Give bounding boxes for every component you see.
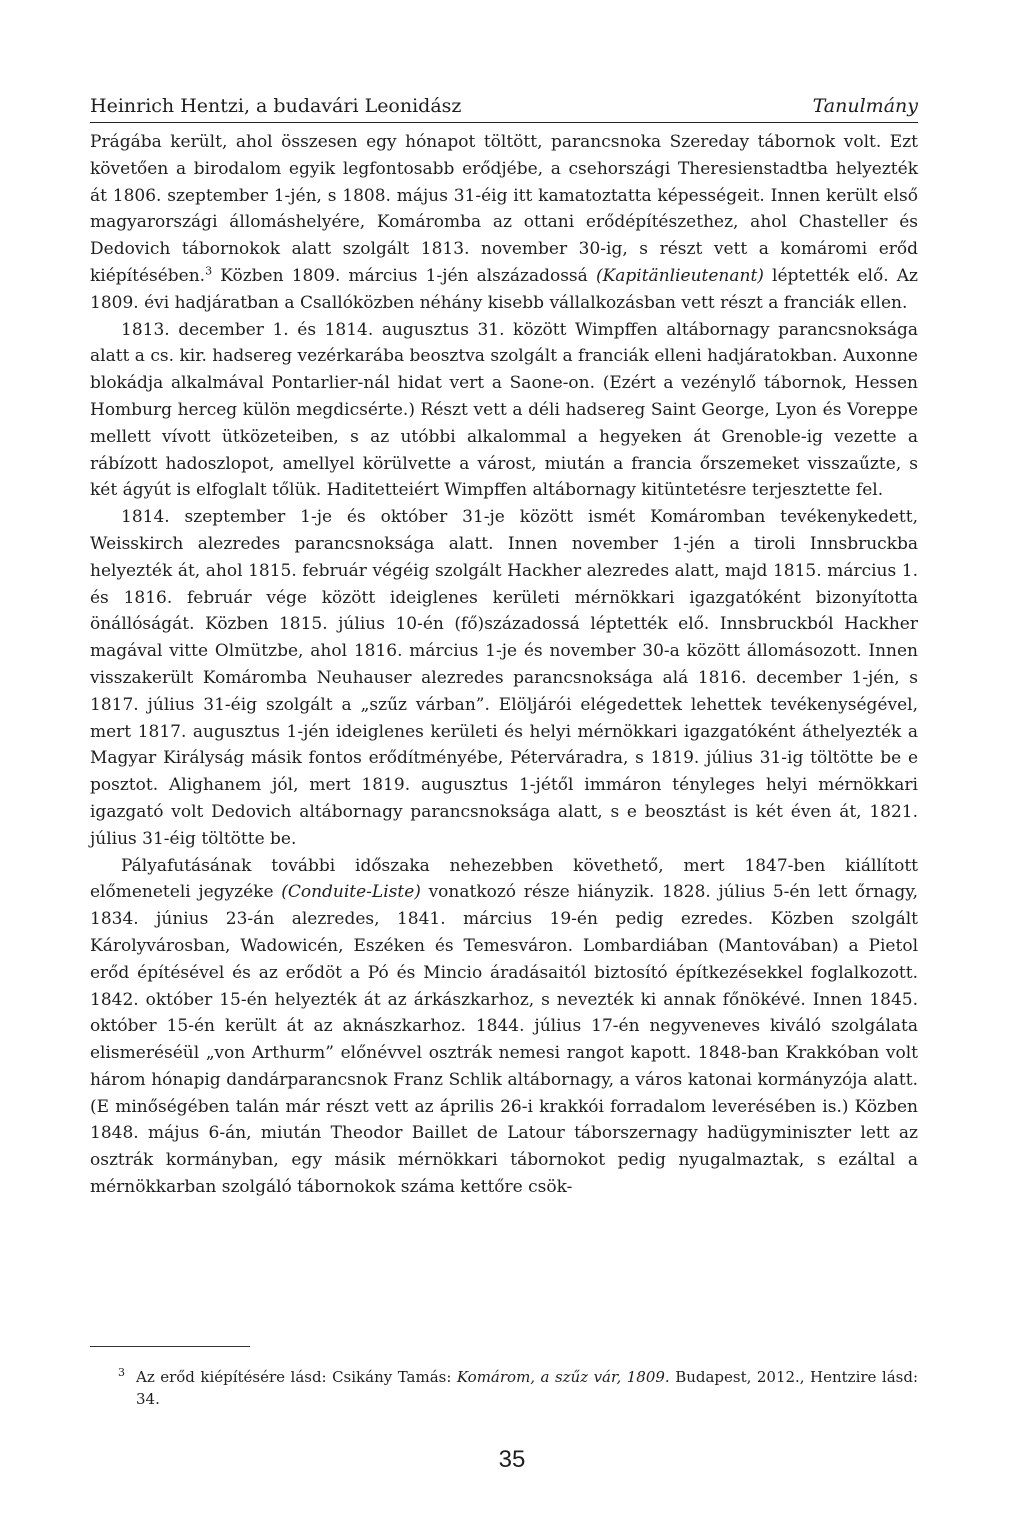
footnote-text — [136, 1366, 918, 1410]
paragraph-4 — [90, 853, 918, 1201]
paragraph-1-text-b: Közben 1809. március 1-jén alszázadossá — [212, 265, 596, 286]
footnote-text-b: Budapest, 2012., Hentzire lásd: 34. — [136, 1368, 918, 1408]
paragraph-4-text-a: Pályafutásának további időszaka nehezebben követhető, mert 1847-ben kiállított előmeneteli jegyzéke — [90, 855, 918, 903]
footnote-text-a: Az erőd kiépítésére lásd: Csikány Tamás: — [136, 1368, 457, 1386]
paragraph-1-text-a: Prágába került, ahol összesen egy hónapot töltött, parancsnoka Szereday tábornok volt. Ezt követően a birodalom egyik legfontosabb erődjébe, a csehországi Theresienstadtba helyezték át 1806. szeptember 1-jén, s 1808. május 31-éig itt kamatoztatta képességeit. Innen került első magyarországi állomáshelyére, Komáromba az ottani erődépítészethez, ahol Chasteller és Dedovich tábornokok alatt szolgált 1813. november 30-ig, s részt vett a komáromi erőd kiépítésében. — [90, 132, 918, 286]
header-article-title: Heinrich Hentzi, a budavári Leonidász — [90, 95, 462, 117]
footnote-italic: Komárom, a szűz vár, 1809. — [456, 1368, 670, 1386]
footnote-number: 3 — [118, 1366, 125, 1379]
paragraph-3: 1814. szeptember 1-je és október 31-je között ismét Komáromban tevékenykedett, Weisskirch alezredes parancsnoksága alatt. Innen november 1-jén a tiroli Innsbruckba helyezték át, ahol 1815. február végéig szolgált Hackher alezredes alatt, majd 1815. március 1. és 1816. február vége között ideiglenes kerületi mérnökkari igazgatóként bizonyította önállóságát. Közben 1815. július 10-én (fő)századossá léptették elő. Innsbruckból Hackher magával vitte Olmützbe, ahol 1816. március 1-je és november 30-a között állomásozott. Innen visszakerült Komáromba Neuhauser alezredes parancsnoksága alá 1816. december 1-jén, s 1817. július 31-éig szolgált a „szűz várban”. Elöljárói elégedettek lehettek tevékenységével, mert 1817. augusztus 1-jén ideiglenes kerületi és helyi mérnökkari igazgatóként áthelyezték a Magyar Királyság másik fontos erődítményébe, Péterváradra, s 1819. július 31-ig töltötte be e posztot. Alighanem jól, mert 1819. augusztus 1-jétől immáron tényleges helyi mérnökkari igazgató volt Dedovich altábornagy parancsnoksága alatt, s e beosztást is két éven át, 1821. július 31-éig töltötte be. — [90, 507, 918, 849]
paragraph-1-text-c: léptették elő. Az 1809. évi hadjáratban a Csallóközben néhány kisebb vállalkozásban vett részt a franciák ellen. — [90, 265, 918, 313]
paragraph-2: 1813. december 1. és 1814. augusztus 31. között Wimpffen altábornagy parancsnoksága alatt a cs. kir. hadsereg vezérkarába beosztva szolgált a franciák elleni hadjáratokban. Auxonne blokádja alkalmával Pontarlier-nál hidat vert a Saone-on. (Ezért a vezénylő tábornok, Hessen Homburg herceg külön megdicsérte.) Részt vett a déli hadsereg Saint George, Lyon és Voreppe mellett vívott ütközeteiben, s az utóbbi alkalommal a hegyeken át Grenoble-ig vezette a rábízott hadoszlopot, amellyel körülvette a várost, miután a francia őrszemeket visszaűzte, s két ágyút is elfoglalt tőlük. Haditetteiért Wimpffen altábornagy kitüntetésre terjesztette fel. — [90, 319, 918, 501]
paragraph-1-italic: (Kapitänlieutenant) — [595, 265, 764, 286]
body-text — [90, 129, 918, 1201]
footnote-reference[interactable]: 3 — [205, 264, 213, 278]
header-section-label: Tanulmány — [812, 95, 918, 117]
footnote-divider — [90, 1346, 250, 1347]
paragraph-1 — [90, 129, 918, 317]
running-header — [90, 88, 918, 123]
paragraph-4-italic: (Conduite-Liste) — [281, 882, 421, 903]
paragraph-4-text-b: vonatkozó része hiányzik. 1828. július 5-én lett őrnagy, 1834. június 23-án alezredes, 1841. március 19-én pedig ezredes. Közben szolgált Károlyvárosban, Wadowicén, Eszéken és Temesváron. Lombardiában (Mantovában) a Pietol erőd építésével és az erődöt a Pó és Mincio áradásaitól biztosító építkezésekkel foglalkozott. 1842. október 15-én helyezték át az árkászkarhoz, s nevezték ki annak főnökévé. Innen 1845. október 15-én került át az aknászkarhoz. 1844. július 17-én negyveneves kiváló szolgálata elismeréséül „von Arthurm” előnévvel osztrák nemesi rangot kapott. 1848-ban Krakkóban volt három hónapig dandárparancsnok Franz Schlik altábornagy, a város katonai kormányzója alatt. (E minőségében talán már részt vett az április 26-i krakkói forradalom leverésében is.) Közben 1848. május 6-án, miután Theodor Baillet de Latour táborszernagy hadügyminiszter lett az osztrák kormányban, egy másik mérnökkari tábornokot pedig nyugalmaztak, s ezáltal a mérnökkarban szolgáló tábornokok száma kettőre csök- — [90, 882, 918, 1198]
page-number: 35 — [498, 1446, 526, 1473]
